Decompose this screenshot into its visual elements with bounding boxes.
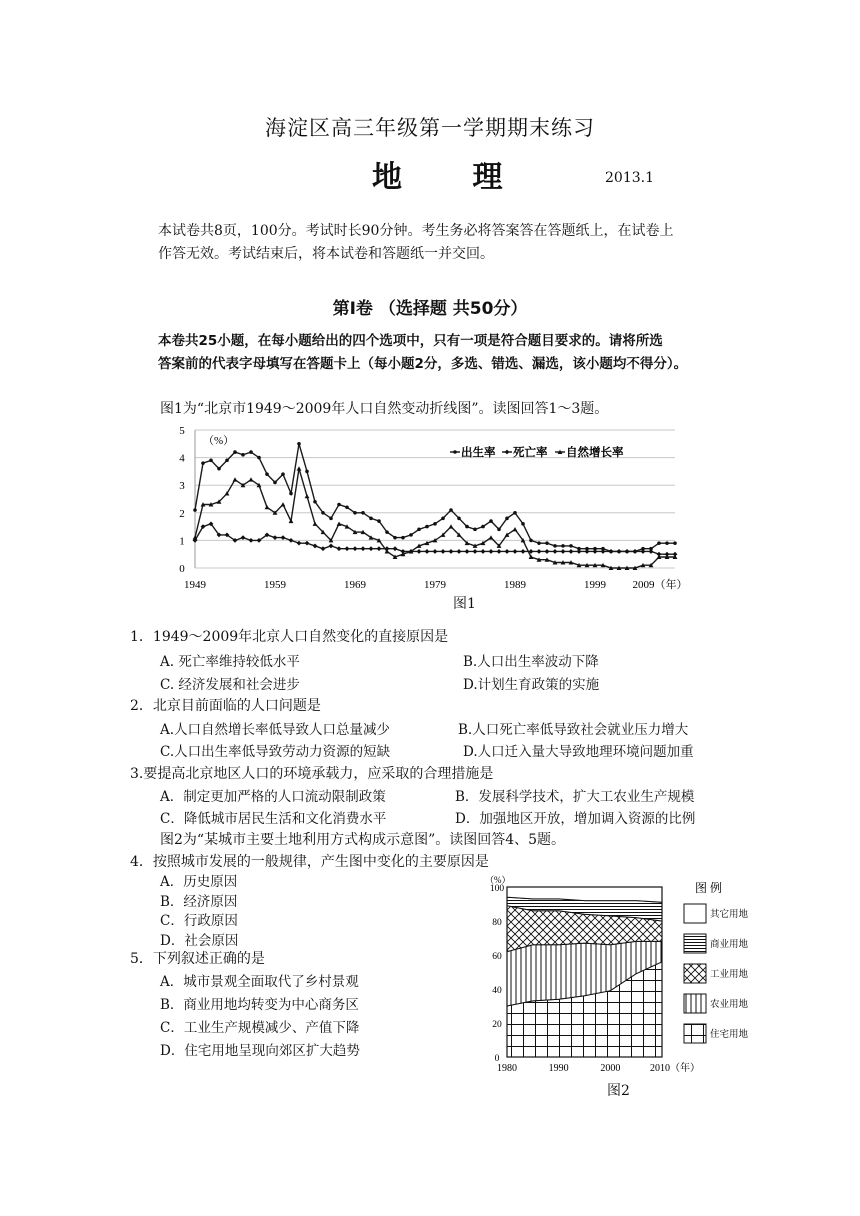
data-point <box>473 549 478 554</box>
data-point <box>377 546 382 551</box>
data-point <box>457 517 461 521</box>
data-point <box>433 522 437 526</box>
legend-label: 死亡率 <box>513 447 548 459</box>
data-point <box>209 459 213 463</box>
data-point <box>353 546 358 551</box>
y-tick-label: 40 <box>492 986 502 996</box>
data-point <box>489 549 494 554</box>
question-2-option-a[interactable]: A.人口自然增长率低导致人口总量减少 <box>160 722 391 738</box>
data-point <box>465 525 469 529</box>
question-4-stem: 4．按照城市发展的一般规律，产生图中变化的主要原因是 <box>130 854 489 870</box>
figure1-y-axis <box>179 425 185 575</box>
section-title: 第Ⅰ卷 （选择题 共50分） <box>332 299 528 319</box>
data-point <box>569 544 573 548</box>
data-point <box>441 517 445 521</box>
intro-paragraph <box>130 220 740 266</box>
legend-swatch <box>684 904 706 923</box>
data-point <box>297 541 302 546</box>
data-point <box>425 525 429 529</box>
question-3-option-d[interactable]: D．加强地区开放，增加调入资源的比例 <box>455 811 696 827</box>
data-point <box>521 522 525 526</box>
data-point <box>337 521 342 525</box>
data-point <box>465 549 470 554</box>
x-tick-label: 1990 <box>548 1063 569 1074</box>
data-point <box>201 461 205 465</box>
data-point <box>521 549 526 554</box>
data-point <box>513 527 518 531</box>
data-point <box>361 511 365 515</box>
figure1-legend <box>450 445 624 459</box>
intro-line: 本试卷共8页，100分。考试时长90分钟。考生务必将答案答在答题纸上，在试卷上 <box>158 223 674 239</box>
data-point <box>297 442 301 446</box>
data-point <box>409 533 413 537</box>
data-point <box>617 549 622 554</box>
data-point <box>345 505 349 509</box>
data-point <box>673 541 677 545</box>
x-tick-label: 1980 <box>497 1063 517 1074</box>
data-point <box>585 549 590 554</box>
data-point <box>529 555 534 559</box>
x-tick-label: 1979 <box>424 579 446 590</box>
data-point <box>449 508 453 512</box>
x-tick-label: 1959 <box>264 579 286 590</box>
data-point <box>625 549 630 554</box>
question-4-option-d[interactable]: D．社会原因 <box>160 933 239 949</box>
figure2-x-end-label: 2010（年） <box>650 1063 700 1074</box>
y-tick-label: 4 <box>179 452 185 465</box>
data-point <box>489 519 493 523</box>
question-1-option-b[interactable]: B.人口出生率波动下降 <box>463 654 599 670</box>
figure2-caption: 图2 <box>607 1083 630 1099</box>
data-point <box>241 535 246 540</box>
data-point <box>577 549 582 554</box>
figure2-legend-title: 图 例 <box>695 881 723 895</box>
data-point <box>569 549 574 554</box>
data-point <box>353 511 357 515</box>
data-point <box>529 539 533 543</box>
data-point <box>289 492 293 496</box>
y-tick-label: 2 <box>179 507 185 520</box>
data-point <box>345 546 350 551</box>
data-point <box>633 549 638 554</box>
exam-date: 2013.1 <box>605 170 654 186</box>
question-1-stem: 1．1949～2009年北京人口自然变化的直接原因是 <box>130 629 449 645</box>
figure2-intro: 图2为“某城市主要土地利用方式构成示意图”。读图回答4、5题。 <box>160 832 566 848</box>
data-point <box>513 549 518 554</box>
figure2-y-axis <box>490 884 505 1064</box>
data-point <box>417 549 422 554</box>
question-5-stem: 5．下列叙述正确的是 <box>130 951 265 967</box>
legend-label: 农业用地 <box>710 1000 749 1010</box>
x-tick-label: 1949 <box>184 579 206 590</box>
x-tick-label: 1989 <box>504 579 526 590</box>
question-1-option-a[interactable]: A. 死亡率维持较低水平 <box>160 654 300 670</box>
figure1-x-axis <box>184 579 607 590</box>
data-point <box>553 549 558 554</box>
data-point <box>537 549 542 554</box>
data-point <box>225 459 229 463</box>
data-point <box>553 544 557 548</box>
y-tick-label: 80 <box>492 918 502 928</box>
data-point <box>505 517 509 521</box>
figure2-legend <box>684 904 749 1043</box>
legend-label: 工业用地 <box>710 970 749 980</box>
x-tick-label: 1999 <box>584 579 606 590</box>
data-point <box>289 519 294 523</box>
data-point <box>433 549 438 554</box>
data-point <box>329 544 334 549</box>
data-point <box>561 544 565 548</box>
question-3-option-c[interactable]: C．降低城市居民生活和文化消费水平 <box>160 811 387 827</box>
data-point <box>337 503 341 507</box>
legend-swatch <box>684 1024 706 1043</box>
data-point <box>337 546 342 551</box>
instruction-line: 本卷共25小题，在每小题给出的四个选项中，只有一项是符合题目要求的。请将所选 <box>158 333 663 349</box>
legend-label: 其它用地 <box>710 910 749 920</box>
data-point <box>361 546 366 551</box>
data-point <box>489 535 494 539</box>
figure1-caption: 图1 <box>453 596 476 612</box>
data-point <box>497 549 502 554</box>
data-point <box>417 528 421 532</box>
data-point <box>265 472 269 476</box>
data-point <box>657 541 661 545</box>
data-point <box>449 524 454 528</box>
data-point <box>249 477 254 481</box>
legend-marker <box>453 450 457 454</box>
data-point <box>313 544 318 549</box>
y-tick-label: 5 <box>179 425 185 437</box>
y-tick-label: 1 <box>179 535 185 548</box>
data-point <box>609 549 614 554</box>
intro-line: 作答无效。考试结束后，将本试卷和答题纸一并交回。 <box>158 246 494 262</box>
data-point <box>305 494 310 498</box>
legend-label: 出生率 <box>461 447 496 459</box>
figure1-line-chart <box>170 422 695 590</box>
legend-label: 住宅用地 <box>710 1030 749 1040</box>
question-3-option-a[interactable]: A．制定更加严格的人口流动限制政策 <box>160 789 386 805</box>
data-point <box>369 546 374 551</box>
data-point <box>273 535 278 540</box>
data-point <box>249 450 253 454</box>
x-tick-label: 2000 <box>600 1063 621 1074</box>
data-point <box>233 450 237 454</box>
question-5-option-d[interactable]: D．住宅用地呈现向郊区扩大趋势 <box>160 1043 360 1059</box>
section-instructions <box>130 330 745 376</box>
legend-swatch <box>684 964 706 983</box>
legend-label: 自然增长率 <box>566 447 624 459</box>
data-point <box>329 517 333 521</box>
data-point <box>313 521 318 525</box>
data-point <box>265 505 270 509</box>
data-point <box>369 517 373 521</box>
question-5-option-b[interactable]: B．商业用地均转变为中心商务区 <box>160 997 359 1013</box>
question-4-option-c[interactable]: C．行政原因 <box>160 913 238 929</box>
question-4-option-a[interactable]: A．历史原因 <box>160 874 238 890</box>
question-5-option-c[interactable]: C．工业生产规模减少、产值下降 <box>160 1020 360 1036</box>
legend-swatch <box>684 934 706 953</box>
data-point <box>393 546 398 551</box>
data-point <box>297 466 302 470</box>
question-2-option-c[interactable]: C.人口出生率低导致劳动力资源的短缺 <box>160 744 391 760</box>
data-point <box>561 549 566 554</box>
data-point <box>233 477 238 481</box>
data-point <box>273 481 277 485</box>
data-point <box>473 528 477 532</box>
data-point <box>649 549 654 554</box>
data-point <box>385 530 389 534</box>
question-2-option-b[interactable]: B.人口死亡率低导致社会就业压力增大 <box>458 722 689 738</box>
data-point <box>513 511 517 515</box>
data-point <box>257 456 261 460</box>
legend-marker <box>505 450 510 455</box>
data-point <box>241 453 245 457</box>
question-5-option-a[interactable]: A．城市景观全面取代了乡村景观 <box>160 974 359 990</box>
figure2-unit-label: （%） <box>485 875 511 885</box>
data-point <box>305 470 309 474</box>
figure2-area-chart <box>475 870 765 1080</box>
data-point <box>217 467 221 471</box>
data-point <box>425 549 430 554</box>
data-point <box>449 549 454 554</box>
data-point <box>249 538 254 543</box>
question-2-stem: 2．北京目前面临的人口问题是 <box>130 698 321 714</box>
data-point <box>593 549 598 554</box>
figure1-x-end-label: 2009（年） <box>632 579 688 590</box>
figure1-unit-label: （%） <box>203 435 235 447</box>
figure1-intro: 图1为“北京市1949～2009年人口自然变动折线图”。读图回答1～3题。 <box>160 401 609 417</box>
data-point <box>665 541 669 545</box>
subject-title: 地 理 <box>372 160 533 195</box>
figure1-series <box>193 442 678 570</box>
data-point <box>481 549 486 554</box>
data-point <box>305 541 310 546</box>
y-tick-label: 60 <box>492 952 502 962</box>
data-point <box>281 502 286 506</box>
data-point <box>321 511 325 515</box>
y-tick-label: 0 <box>494 1054 500 1064</box>
data-point <box>377 519 381 523</box>
data-point <box>313 500 317 504</box>
series-3 <box>193 466 678 570</box>
figure2-x-axis <box>497 1063 620 1074</box>
data-point <box>545 549 550 554</box>
data-point <box>545 541 549 545</box>
legend-label: 商业用地 <box>710 940 749 950</box>
question-1-option-d[interactable]: D.计划生育政策的实施 <box>463 677 600 693</box>
data-point <box>537 541 541 545</box>
data-point <box>481 525 485 529</box>
data-point <box>505 549 510 554</box>
data-point <box>281 472 285 476</box>
data-point <box>289 538 294 543</box>
question-3-stem: 3.要提高北京地区人口的环境承载力，应采取的合理措施是 <box>130 766 494 782</box>
data-point <box>401 536 405 540</box>
data-point <box>321 546 326 551</box>
instruction-line: 答案前的代表字母填写在答题卡上（每小题2分，多选、错选、漏选，该小题均不得分）。 <box>158 356 688 372</box>
y-tick-label: 3 <box>179 480 185 493</box>
x-tick-label: 1969 <box>344 579 366 590</box>
data-point <box>281 535 286 540</box>
legend-swatch <box>684 994 706 1013</box>
data-point <box>497 528 501 532</box>
y-tick-label: 100 <box>489 884 505 894</box>
figure2-series <box>507 887 662 1057</box>
y-tick-label: 20 <box>492 1020 502 1030</box>
exam-title: 海淀区高三年级第一学期期末练习 <box>265 116 595 140</box>
data-point <box>193 508 197 512</box>
question-3-option-b[interactable]: B．发展科学技术，扩大工农业生产规模 <box>455 789 695 805</box>
data-point <box>457 549 462 554</box>
question-2-option-d[interactable]: D.人口迁入量大导致地理环境问题加重 <box>463 744 694 760</box>
question-4-option-b[interactable]: B．经济原因 <box>160 894 238 910</box>
question-1-option-c[interactable]: C. 经济发展和社会进步 <box>160 677 300 693</box>
y-tick-label: 0 <box>179 563 185 575</box>
data-point <box>441 549 446 554</box>
data-point <box>393 536 397 540</box>
